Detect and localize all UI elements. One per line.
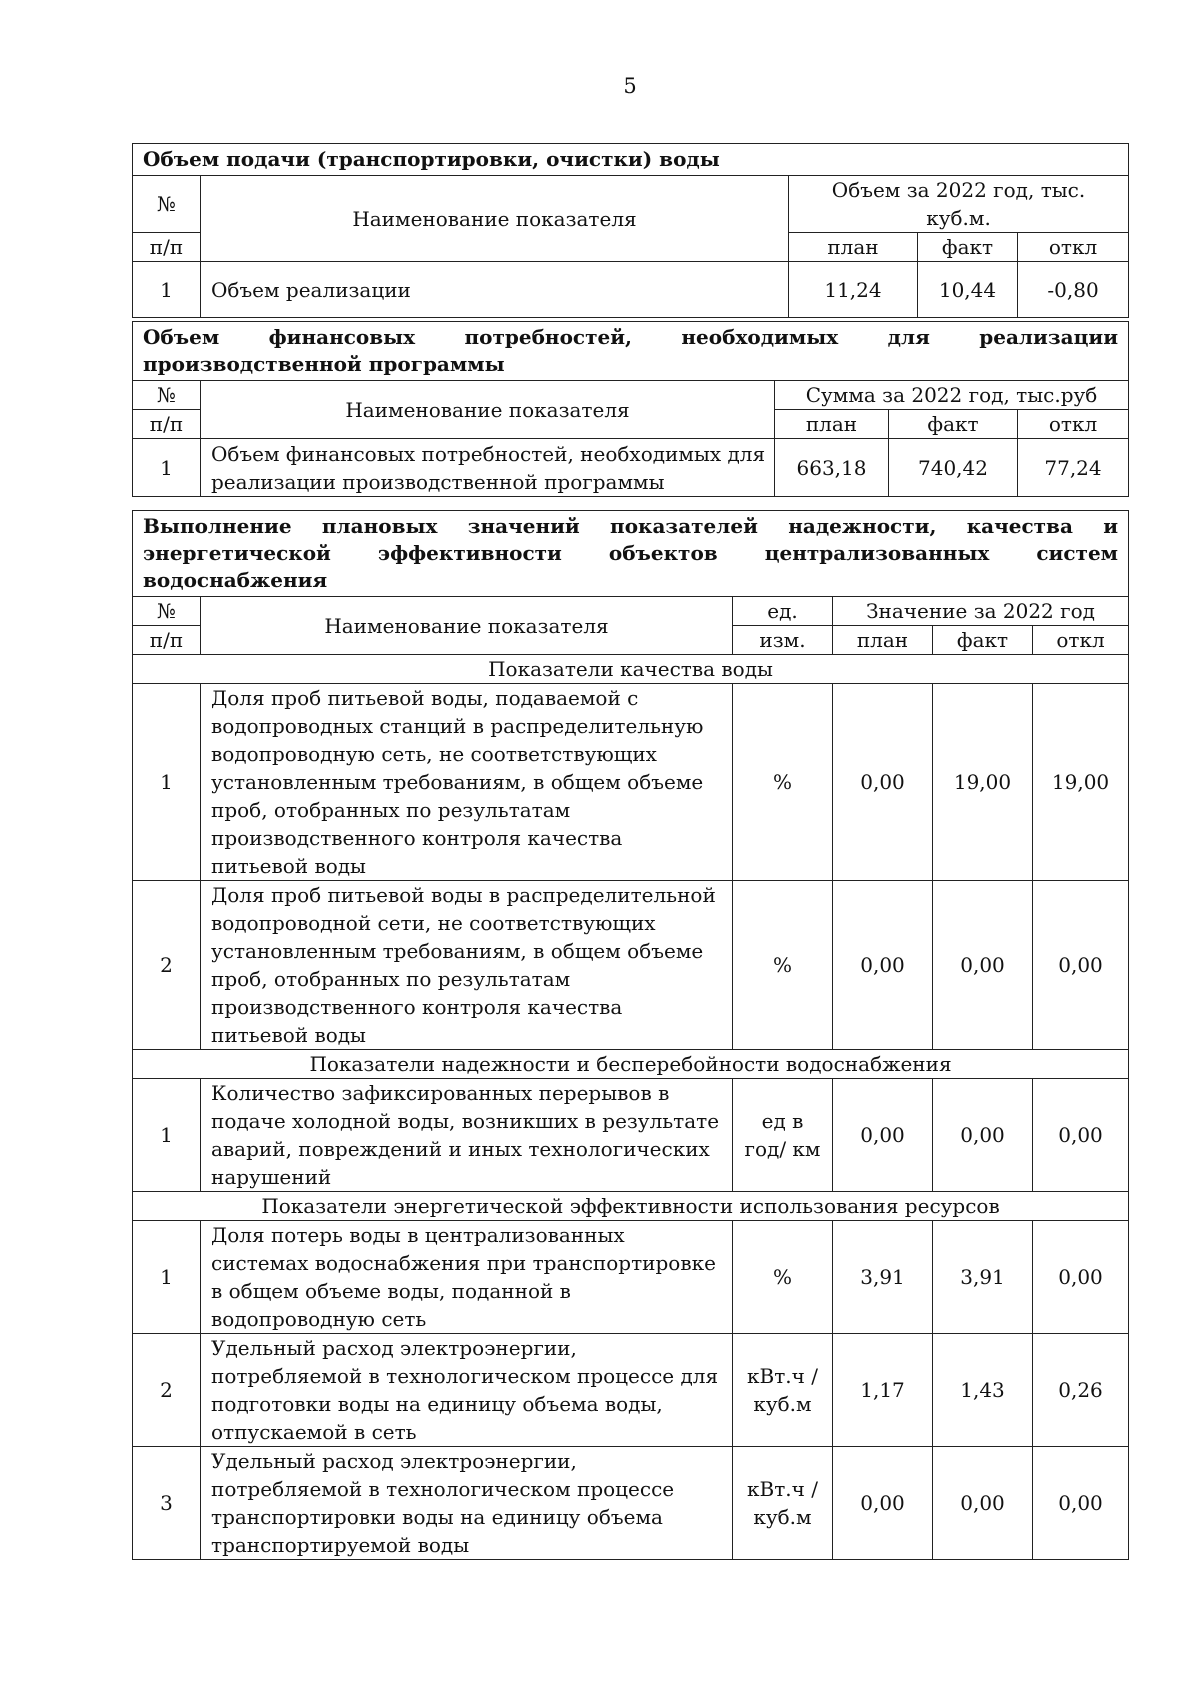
row-plan: 663,18 xyxy=(775,439,889,497)
col-group-header: Значение за 2022 год xyxy=(833,597,1129,626)
row-name: Доля потерь воды в централизованных системах водоснабжения при транспортировке в общем объеме воды, поданной в водопроводную сеть xyxy=(201,1221,733,1334)
col-dev-header: откл xyxy=(1033,626,1129,655)
row-dev: 0,00 xyxy=(1033,1079,1129,1192)
table-row xyxy=(133,1221,1129,1334)
col-unit-header: ед. xyxy=(733,597,833,626)
col-name-header: Наименование показателя xyxy=(201,597,733,655)
row-fact: 3,91 xyxy=(933,1221,1033,1334)
row-name: Удельный расход электроэнергии, потребляемой в технологическом процессе транспортировки воды на единицу объема транспортируемой воды xyxy=(201,1447,733,1560)
row-unit: ед в год/ км xyxy=(733,1079,833,1192)
col-num-header-sub: п/п xyxy=(133,410,201,439)
col-fact-header: факт xyxy=(933,626,1033,655)
section-heading: Показатели энергетической эффективности использования ресурсов xyxy=(133,1192,1129,1221)
row-name: Доля проб питьевой воды, подаваемой с водопроводных станций в распределительную водопроводную сеть, не соответствующих установленным требованиям, в общем объеме проб, отобранных по результатам производственного контроля качества питьевой воды xyxy=(201,684,733,881)
row-num: 1 xyxy=(133,262,201,318)
row-unit: кВт.ч / куб.м xyxy=(733,1447,833,1560)
table-row xyxy=(133,1079,1129,1192)
row-plan: 0,00 xyxy=(833,1447,933,1560)
row-fact: 10,44 xyxy=(918,262,1018,318)
row-fact: 0,00 xyxy=(933,881,1033,1050)
water-supply-volume-table xyxy=(132,143,1129,318)
table-row xyxy=(133,439,1129,497)
row-plan: 0,00 xyxy=(833,1079,933,1192)
col-num-header: № xyxy=(133,381,201,410)
row-num: 1 xyxy=(133,1221,201,1334)
col-group-header: Объем за 2022 год, тыс. куб.м. xyxy=(789,176,1129,233)
table-row xyxy=(133,262,1129,318)
page-number: 5 xyxy=(623,74,637,98)
indicators-table xyxy=(132,510,1129,1560)
row-dev: 0,26 xyxy=(1033,1334,1129,1447)
col-plan-header: план xyxy=(833,626,933,655)
row-plan: 3,91 xyxy=(833,1221,933,1334)
table-title: Объем финансовых потребностей, необходимых для реализации производственной программы xyxy=(133,322,1129,381)
row-name: Доля проб питьевой воды в распределительной водопроводной сети, не соответствующих установленным требованиям, в общем объеме проб, отобранных по результатам производственного контроля качества питьевой воды xyxy=(201,881,733,1050)
row-fact: 740,42 xyxy=(889,439,1018,497)
row-dev: 0,00 xyxy=(1033,1447,1129,1560)
row-dev: 77,24 xyxy=(1018,439,1129,497)
row-dev: 0,00 xyxy=(1033,881,1129,1050)
col-plan-header: план xyxy=(775,410,889,439)
row-name: Удельный расход электроэнергии, потребляемой в технологическом процессе для подготовки воды на единицу объема воды, отпускаемой в сеть xyxy=(201,1334,733,1447)
row-name: Количество зафиксированных перерывов в подаче холодной воды, возникших в результате аварий, повреждений и иных технологических нарушений xyxy=(201,1079,733,1192)
row-num: 2 xyxy=(133,1334,201,1447)
row-dev: -0,80 xyxy=(1018,262,1129,318)
row-num: 1 xyxy=(133,1079,201,1192)
section-heading: Показатели надежности и бесперебойности водоснабжения xyxy=(133,1050,1129,1079)
row-num: 1 xyxy=(133,684,201,881)
row-plan: 11,24 xyxy=(789,262,918,318)
financial-needs-table xyxy=(132,321,1129,497)
col-dev-header: откл xyxy=(1018,233,1129,262)
col-num-header-sub: п/п xyxy=(133,233,201,262)
section-heading: Показатели качества воды xyxy=(133,655,1129,684)
col-num-header: № xyxy=(133,597,201,626)
row-name: Объем реализации xyxy=(201,262,789,318)
row-plan: 0,00 xyxy=(833,881,933,1050)
table-row xyxy=(133,1334,1129,1447)
col-fact-header: факт xyxy=(918,233,1018,262)
col-dev-header: откл xyxy=(1018,410,1129,439)
row-unit: % xyxy=(733,1221,833,1334)
row-unit: % xyxy=(733,684,833,881)
row-fact: 1,43 xyxy=(933,1334,1033,1447)
col-unit-header-sub: изм. xyxy=(733,626,833,655)
row-dev: 0,00 xyxy=(1033,1221,1129,1334)
row-dev: 19,00 xyxy=(1033,684,1129,881)
row-unit: % xyxy=(733,881,833,1050)
row-name: Объем финансовых потребностей, необходимых для реализации производственной программы xyxy=(201,439,775,497)
row-plan: 1,17 xyxy=(833,1334,933,1447)
row-plan: 0,00 xyxy=(833,684,933,881)
col-name-header: Наименование показателя xyxy=(201,176,789,262)
col-fact-header: факт xyxy=(889,410,1018,439)
col-plan-header: план xyxy=(789,233,918,262)
row-fact: 19,00 xyxy=(933,684,1033,881)
col-num-header: № xyxy=(133,176,201,233)
row-fact: 0,00 xyxy=(933,1079,1033,1192)
table-row xyxy=(133,881,1129,1050)
row-num: 1 xyxy=(133,439,201,497)
table-row xyxy=(133,1447,1129,1560)
table-title: Объем подачи (транспортировки, очистки) воды xyxy=(133,144,1129,176)
row-unit: кВт.ч / куб.м xyxy=(733,1334,833,1447)
col-num-header-sub: п/п xyxy=(133,626,201,655)
table-title: Выполнение плановых значений показателей надежности, качества и энергетической эффективности объектов централизованных систем водоснабжения xyxy=(133,511,1129,597)
table-row xyxy=(133,684,1129,881)
row-fact: 0,00 xyxy=(933,1447,1033,1560)
col-group-header: Сумма за 2022 год, тыс.руб xyxy=(775,381,1129,410)
row-num: 3 xyxy=(133,1447,201,1560)
col-name-header: Наименование показателя xyxy=(201,381,775,439)
row-num: 2 xyxy=(133,881,201,1050)
